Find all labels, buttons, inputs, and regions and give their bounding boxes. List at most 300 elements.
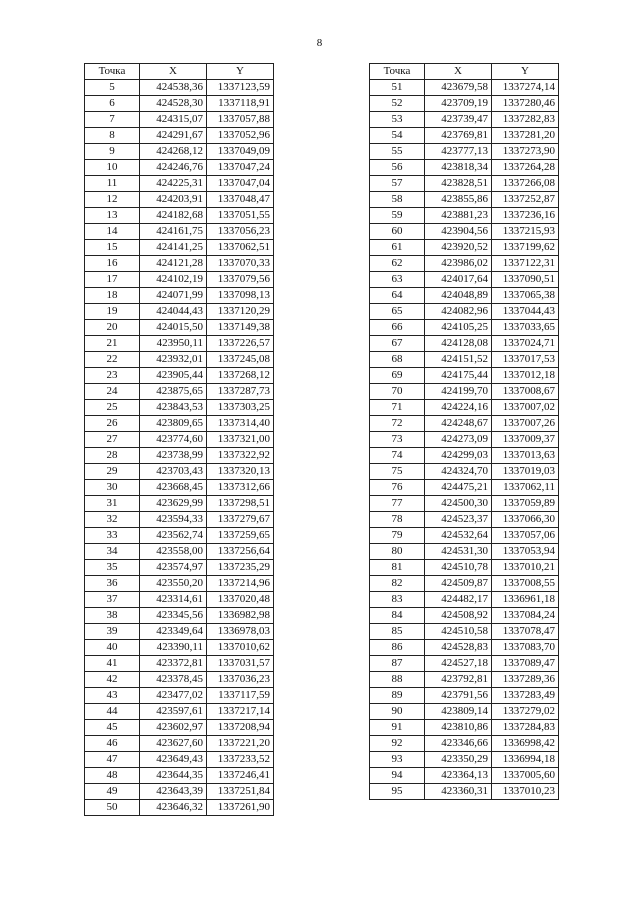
cell-point: 70 (370, 384, 425, 400)
cell-point: 90 (370, 704, 425, 720)
cell-point: 5 (85, 80, 140, 96)
table-row (370, 736, 559, 752)
cell-point: 55 (370, 144, 425, 160)
cell-y: 1337008,55 (492, 576, 559, 592)
cell-y: 1337236,16 (492, 208, 559, 224)
table-row (85, 512, 274, 528)
cell-point: 51 (370, 80, 425, 96)
cell-y: 1336961,18 (492, 592, 559, 608)
cell-y: 1337024,71 (492, 336, 559, 352)
cell-y: 1337256,64 (207, 544, 274, 560)
cell-x: 424105,25 (425, 320, 492, 336)
cell-x: 423349,64 (140, 624, 207, 640)
cell-point: 23 (85, 368, 140, 384)
cell-x: 424509,87 (425, 576, 492, 592)
cell-x: 423372,81 (140, 656, 207, 672)
cell-x: 423950,11 (140, 336, 207, 352)
cell-x: 424246,76 (140, 160, 207, 176)
cell-y: 1337226,57 (207, 336, 274, 352)
cell-point: 75 (370, 464, 425, 480)
cell-x: 423360,31 (425, 784, 492, 800)
cell-x: 424182,68 (140, 208, 207, 224)
table-row (85, 224, 274, 240)
cell-y: 1337052,96 (207, 128, 274, 144)
cell-y: 1337065,38 (492, 288, 559, 304)
cell-point: 37 (85, 592, 140, 608)
cell-point: 92 (370, 736, 425, 752)
table-row (370, 752, 559, 768)
table-row (85, 144, 274, 160)
cell-x: 423643,39 (140, 784, 207, 800)
cell-x: 424225,31 (140, 176, 207, 192)
table-row (85, 688, 274, 704)
table-row (370, 640, 559, 656)
cell-y: 1337033,65 (492, 320, 559, 336)
table-row (370, 304, 559, 320)
cell-y: 1337314,40 (207, 416, 274, 432)
table-row (370, 320, 559, 336)
cell-y: 1337208,94 (207, 720, 274, 736)
cell-y: 1337012,18 (492, 368, 559, 384)
cell-point: 65 (370, 304, 425, 320)
cell-y: 1337010,21 (492, 560, 559, 576)
cell-x: 423345,56 (140, 608, 207, 624)
cell-x: 423627,60 (140, 736, 207, 752)
cell-point: 44 (85, 704, 140, 720)
cell-y: 1337245,08 (207, 352, 274, 368)
cell-y: 1337078,47 (492, 624, 559, 640)
cell-point: 60 (370, 224, 425, 240)
cell-point: 31 (85, 496, 140, 512)
cell-x: 423364,13 (425, 768, 492, 784)
cell-point: 18 (85, 288, 140, 304)
table-row (370, 336, 559, 352)
cell-point: 54 (370, 128, 425, 144)
table-row (370, 464, 559, 480)
cell-y: 1337284,83 (492, 720, 559, 736)
table-row (85, 592, 274, 608)
cell-point: 7 (85, 112, 140, 128)
table-row (85, 672, 274, 688)
cell-x: 424482,17 (425, 592, 492, 608)
table-row (370, 576, 559, 592)
cell-x: 424199,70 (425, 384, 492, 400)
cell-point: 40 (85, 640, 140, 656)
table-row (85, 576, 274, 592)
cell-point: 48 (85, 768, 140, 784)
cell-point: 25 (85, 400, 140, 416)
cell-x: 424528,83 (425, 640, 492, 656)
table-row (370, 160, 559, 176)
table-row (370, 608, 559, 624)
cell-y: 1336982,98 (207, 608, 274, 624)
header-x: X (140, 64, 207, 80)
cell-point: 19 (85, 304, 140, 320)
table-row (370, 112, 559, 128)
cell-x: 424224,16 (425, 400, 492, 416)
cell-point: 36 (85, 576, 140, 592)
cell-point: 67 (370, 336, 425, 352)
cell-y: 1337031,57 (207, 656, 274, 672)
table-row (370, 96, 559, 112)
table-row (85, 544, 274, 560)
cell-x: 423646,32 (140, 800, 207, 816)
table-row (85, 384, 274, 400)
cell-y: 1337120,29 (207, 304, 274, 320)
table-row (85, 320, 274, 336)
cell-point: 6 (85, 96, 140, 112)
cell-y: 1337008,67 (492, 384, 559, 400)
cell-y: 1337215,93 (492, 224, 559, 240)
cell-x: 424048,89 (425, 288, 492, 304)
cell-x: 423703,43 (140, 464, 207, 480)
table-row (370, 528, 559, 544)
cell-y: 1337280,46 (492, 96, 559, 112)
cell-point: 72 (370, 416, 425, 432)
cell-point: 69 (370, 368, 425, 384)
table-row (370, 688, 559, 704)
cell-y: 1337217,14 (207, 704, 274, 720)
cell-x: 424141,25 (140, 240, 207, 256)
cell-y: 1337010,62 (207, 640, 274, 656)
table-row (85, 800, 274, 816)
cell-point: 45 (85, 720, 140, 736)
header-point: Точка (85, 64, 140, 80)
cell-point: 30 (85, 480, 140, 496)
header-x: X (425, 64, 492, 80)
cell-point: 52 (370, 96, 425, 112)
cell-x: 424044,43 (140, 304, 207, 320)
cell-point: 26 (85, 416, 140, 432)
cell-point: 95 (370, 784, 425, 800)
cell-x: 424299,03 (425, 448, 492, 464)
cell-point: 86 (370, 640, 425, 656)
table-row (370, 544, 559, 560)
cell-x: 423986,02 (425, 256, 492, 272)
table-row (85, 480, 274, 496)
cell-y: 1337036,23 (207, 672, 274, 688)
cell-point: 62 (370, 256, 425, 272)
table-row (370, 176, 559, 192)
cell-point: 93 (370, 752, 425, 768)
table-row (85, 640, 274, 656)
cell-point: 38 (85, 608, 140, 624)
table-row (85, 432, 274, 448)
cell-point: 81 (370, 560, 425, 576)
cell-y: 1337283,49 (492, 688, 559, 704)
cell-point: 88 (370, 672, 425, 688)
page-number: 8 (316, 37, 323, 49)
table-row (370, 496, 559, 512)
table-row (85, 752, 274, 768)
cell-y: 1337013,63 (492, 448, 559, 464)
cell-point: 11 (85, 176, 140, 192)
table-row (370, 272, 559, 288)
header-point: Точка (370, 64, 425, 80)
cell-x: 423477,02 (140, 688, 207, 704)
cell-point: 61 (370, 240, 425, 256)
cell-y: 1337047,04 (207, 176, 274, 192)
table-row (85, 656, 274, 672)
table-row (370, 672, 559, 688)
cell-y: 1337246,41 (207, 768, 274, 784)
cell-x: 424475,21 (425, 480, 492, 496)
cell-y: 1337051,55 (207, 208, 274, 224)
cell-x: 423828,51 (425, 176, 492, 192)
table-row (85, 240, 274, 256)
cell-x: 424102,19 (140, 272, 207, 288)
cell-y: 1337007,02 (492, 400, 559, 416)
cell-x: 424151,52 (425, 352, 492, 368)
cell-point: 68 (370, 352, 425, 368)
table-row (85, 448, 274, 464)
table-row (85, 80, 274, 96)
cell-y: 1337048,47 (207, 192, 274, 208)
cell-point: 34 (85, 544, 140, 560)
cell-point: 49 (85, 784, 140, 800)
cell-x: 423550,20 (140, 576, 207, 592)
table-row (85, 416, 274, 432)
table-row (85, 160, 274, 176)
cell-x: 423881,23 (425, 208, 492, 224)
cell-point: 73 (370, 432, 425, 448)
cell-y: 1337053,94 (492, 544, 559, 560)
cell-y: 1337233,52 (207, 752, 274, 768)
cell-point: 16 (85, 256, 140, 272)
cell-point: 46 (85, 736, 140, 752)
cell-y: 1337057,06 (492, 528, 559, 544)
cell-y: 1337017,53 (492, 352, 559, 368)
cell-x: 424510,78 (425, 560, 492, 576)
table-header-row (370, 64, 559, 80)
cell-point: 8 (85, 128, 140, 144)
table-row (370, 384, 559, 400)
table-row (370, 480, 559, 496)
cell-x: 424508,92 (425, 608, 492, 624)
cell-point: 76 (370, 480, 425, 496)
cell-y: 1337090,51 (492, 272, 559, 288)
cell-x: 423574,97 (140, 560, 207, 576)
cell-x: 423777,13 (425, 144, 492, 160)
cell-point: 41 (85, 656, 140, 672)
table-row (85, 176, 274, 192)
cell-y: 1337320,13 (207, 464, 274, 480)
cell-y: 1337321,00 (207, 432, 274, 448)
cell-y: 1337118,91 (207, 96, 274, 112)
table-row (370, 80, 559, 96)
cell-y: 1337010,23 (492, 784, 559, 800)
cell-x: 423649,43 (140, 752, 207, 768)
cell-x: 423378,45 (140, 672, 207, 688)
cell-point: 56 (370, 160, 425, 176)
table-row (370, 240, 559, 256)
table-row (85, 192, 274, 208)
cell-x: 424510,58 (425, 624, 492, 640)
table-row (85, 608, 274, 624)
cell-y: 1337062,51 (207, 240, 274, 256)
table-row (370, 144, 559, 160)
cell-x: 424248,67 (425, 416, 492, 432)
table-row (85, 704, 274, 720)
cell-y: 1337268,12 (207, 368, 274, 384)
cell-point: 53 (370, 112, 425, 128)
cell-y: 1337070,33 (207, 256, 274, 272)
cell-y: 1337149,38 (207, 320, 274, 336)
cell-x: 424291,67 (140, 128, 207, 144)
cell-point: 58 (370, 192, 425, 208)
header-y: Y (207, 64, 274, 80)
cell-point: 71 (370, 400, 425, 416)
table-row (370, 352, 559, 368)
cell-y: 1336978,03 (207, 624, 274, 640)
cell-point: 21 (85, 336, 140, 352)
cell-y: 1336998,42 (492, 736, 559, 752)
cell-x: 423597,61 (140, 704, 207, 720)
cell-y: 1337281,20 (492, 128, 559, 144)
cell-y: 1337009,37 (492, 432, 559, 448)
cell-point: 20 (85, 320, 140, 336)
cell-point: 9 (85, 144, 140, 160)
cell-x: 423709,19 (425, 96, 492, 112)
cell-y: 1337005,60 (492, 768, 559, 784)
cell-y: 1337274,14 (492, 80, 559, 96)
cell-x: 423679,58 (425, 80, 492, 96)
cell-y: 1337049,09 (207, 144, 274, 160)
cell-y: 1337059,89 (492, 496, 559, 512)
cell-x: 423774,60 (140, 432, 207, 448)
cell-y: 1337122,31 (492, 256, 559, 272)
cell-point: 74 (370, 448, 425, 464)
cell-y: 1337047,24 (207, 160, 274, 176)
cell-x: 424175,44 (425, 368, 492, 384)
cell-point: 80 (370, 544, 425, 560)
table-row (85, 736, 274, 752)
cell-point: 32 (85, 512, 140, 528)
cell-x: 424532,64 (425, 528, 492, 544)
coordinates-table-right (369, 63, 559, 800)
cell-point: 87 (370, 656, 425, 672)
cell-x: 424017,64 (425, 272, 492, 288)
table-row (85, 768, 274, 784)
cell-y: 1337044,43 (492, 304, 559, 320)
cell-x: 424082,96 (425, 304, 492, 320)
cell-y: 1337261,90 (207, 800, 274, 816)
cell-x: 423668,45 (140, 480, 207, 496)
cell-point: 13 (85, 208, 140, 224)
cell-x: 423390,11 (140, 640, 207, 656)
table-row (370, 784, 559, 800)
cell-x: 424527,18 (425, 656, 492, 672)
cell-x: 423594,33 (140, 512, 207, 528)
cell-y: 1337007,26 (492, 416, 559, 432)
table-row (85, 352, 274, 368)
cell-point: 50 (85, 800, 140, 816)
table-row (85, 336, 274, 352)
table-row (85, 128, 274, 144)
cell-y: 1337089,47 (492, 656, 559, 672)
cell-point: 82 (370, 576, 425, 592)
cell-point: 27 (85, 432, 140, 448)
cell-x: 424273,09 (425, 432, 492, 448)
cell-x: 423792,81 (425, 672, 492, 688)
cell-x: 423562,74 (140, 528, 207, 544)
cell-y: 1337199,62 (492, 240, 559, 256)
table-row (370, 624, 559, 640)
cell-x: 424071,99 (140, 288, 207, 304)
cell-x: 424268,12 (140, 144, 207, 160)
cell-x: 424324,70 (425, 464, 492, 480)
cell-point: 17 (85, 272, 140, 288)
cell-y: 1337117,59 (207, 688, 274, 704)
cell-y: 1337282,83 (492, 112, 559, 128)
cell-point: 78 (370, 512, 425, 528)
cell-x: 423602,97 (140, 720, 207, 736)
table-row (85, 112, 274, 128)
table-row (85, 528, 274, 544)
cell-point: 42 (85, 672, 140, 688)
coordinates-table-left (84, 63, 274, 816)
cell-y: 1337057,88 (207, 112, 274, 128)
cell-y: 1337098,13 (207, 288, 274, 304)
cell-point: 28 (85, 448, 140, 464)
cell-x: 423739,47 (425, 112, 492, 128)
table-row (85, 272, 274, 288)
cell-x: 423346,66 (425, 736, 492, 752)
table-row (85, 368, 274, 384)
cell-point: 43 (85, 688, 140, 704)
cell-point: 85 (370, 624, 425, 640)
cell-x: 423855,86 (425, 192, 492, 208)
cell-point: 14 (85, 224, 140, 240)
table-row (370, 720, 559, 736)
cell-y: 1337123,59 (207, 80, 274, 96)
cell-x: 423904,56 (425, 224, 492, 240)
cell-point: 12 (85, 192, 140, 208)
cell-x: 424203,91 (140, 192, 207, 208)
table-row (370, 208, 559, 224)
cell-point: 47 (85, 752, 140, 768)
cell-y: 1337084,24 (492, 608, 559, 624)
cell-point: 64 (370, 288, 425, 304)
cell-y: 1337312,66 (207, 480, 274, 496)
table-row (85, 496, 274, 512)
table-header-row (85, 64, 274, 80)
cell-x: 424500,30 (425, 496, 492, 512)
table-row (370, 368, 559, 384)
cell-x: 424015,50 (140, 320, 207, 336)
cell-point: 15 (85, 240, 140, 256)
table-row (85, 464, 274, 480)
cell-point: 66 (370, 320, 425, 336)
cell-y: 1337252,87 (492, 192, 559, 208)
cell-point: 79 (370, 528, 425, 544)
cell-point: 33 (85, 528, 140, 544)
table-row (370, 656, 559, 672)
cell-x: 424161,75 (140, 224, 207, 240)
cell-x: 423905,44 (140, 368, 207, 384)
cell-point: 57 (370, 176, 425, 192)
cell-x: 424531,30 (425, 544, 492, 560)
cell-x: 423809,65 (140, 416, 207, 432)
cell-y: 1337279,67 (207, 512, 274, 528)
table-row (85, 784, 274, 800)
cell-x: 423314,61 (140, 592, 207, 608)
cell-x: 423809,14 (425, 704, 492, 720)
cell-point: 24 (85, 384, 140, 400)
table-row (370, 224, 559, 240)
cell-y: 1337221,20 (207, 736, 274, 752)
header-y: Y (492, 64, 559, 80)
